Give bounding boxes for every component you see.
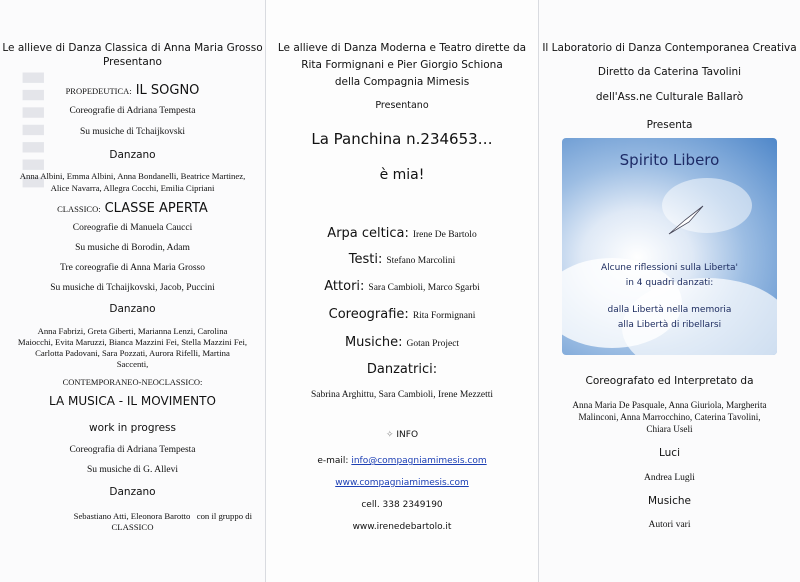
p1-dancers2-l4: Saccenti, bbox=[116, 359, 149, 369]
credit-label: Arpa celtica: bbox=[327, 226, 409, 241]
spirito-libero-title: Spirito Libero bbox=[619, 151, 720, 169]
p1-dancers1-l2: Alice Navarra, Allegra Cocchi, Emilia Cipriani bbox=[50, 183, 215, 193]
p1-s1-line1: Coreografie di Adriana Tempesta bbox=[69, 106, 196, 116]
p1-intro-line2: Presentano bbox=[103, 56, 162, 68]
luci-name: Andrea Lugli bbox=[644, 473, 695, 483]
p2-intro-line2: Rita Formignani e Pier Giorgio Schiona bbox=[301, 59, 503, 71]
musiche-label: Musiche bbox=[648, 495, 691, 507]
p3-desc4: alla Libertà di ribellarsi bbox=[617, 320, 722, 330]
panel-classical bbox=[0, 0, 265, 582]
website2-link[interactable]: www.irenedebartolo.it bbox=[352, 522, 452, 532]
p1-section2-heading bbox=[0, 199, 265, 217]
credit-label: Attori: bbox=[324, 279, 365, 294]
show-through-shadow: ▮▮▮▮▮▮▮ bbox=[19, 70, 52, 192]
email-label: e-mail: bbox=[317, 456, 349, 466]
p1-section1-heading bbox=[0, 81, 265, 99]
info-label: INFO bbox=[396, 430, 419, 440]
credit-row-music bbox=[266, 333, 538, 351]
p2-presentano: Presentano bbox=[375, 100, 429, 111]
credit-label: Testi: bbox=[348, 252, 383, 267]
email-row bbox=[266, 456, 538, 466]
section3-label: CONTEMPORANEO-NEOCLASSICO: bbox=[62, 377, 203, 387]
p3-presenta: Presenta bbox=[646, 119, 693, 131]
p3-desc2: in 4 quadri danzati: bbox=[625, 278, 714, 288]
sky-image bbox=[562, 138, 777, 355]
p1-dancers3-l2: CLASSICO bbox=[111, 522, 154, 532]
section1-title: IL SOGNO bbox=[135, 83, 200, 98]
section2-title: CLASSE APERTA bbox=[104, 201, 208, 216]
credit-value: Stefano Marcolini bbox=[386, 256, 456, 266]
panel-modern-dance bbox=[266, 0, 538, 582]
p3-credit-head: Coreografato ed Interpretato da bbox=[585, 375, 754, 387]
p1-dancers2-l3: Carlotta Padovani, Sara Pozzati, Aurora Rifelli, Martina bbox=[35, 348, 230, 358]
p3-intro-line1: Il Laboratorio di Danza Contemporanea Creativa bbox=[542, 42, 797, 54]
p1-danzano-3: Danzano bbox=[109, 486, 156, 498]
show-title: La Panchina n.234653… bbox=[311, 130, 493, 148]
p1-dancers2-l2: Maiocchi, Evita Maruzzi, Bianca Mazzini Fei, Stella Mazzini Fei, bbox=[17, 337, 248, 347]
p1-s2-line1: Coreografie di Manuela Caucci bbox=[72, 223, 193, 233]
p1-dancers2-l1: Anna Fabrizi, Greta Giberti, Marianna Lenzi, Carolina bbox=[37, 326, 228, 336]
info-heading bbox=[266, 430, 538, 440]
section3-title: LA MUSICA - IL MOVIMENTO bbox=[49, 394, 216, 408]
p1-danzano-2: Danzano bbox=[109, 303, 156, 315]
phone-number: cell. 338 2349190 bbox=[361, 500, 443, 510]
p1-intro-line1: Le allieve di Danza Classica di Anna Maria Grosso bbox=[2, 42, 263, 54]
p2-intro-line1: Le allieve di Danza Moderna e Teatro dirette da bbox=[277, 42, 527, 54]
danzatrici-label: Danzatrici: bbox=[366, 362, 438, 377]
p1-s3-line2: Su musiche di G. Allevi bbox=[86, 465, 179, 475]
credit-label: Musiche: bbox=[344, 335, 403, 350]
p1-s2-line2: Su musiche di Borodin, Adam bbox=[75, 243, 190, 253]
credit-value: Sara Cambioli, Marco Sgarbi bbox=[368, 283, 480, 293]
p1-s3-line1: Coreografia di Adriana Tempesta bbox=[69, 445, 196, 455]
section3-subtitle: work in progress bbox=[89, 422, 176, 434]
show-subtitle: è mia! bbox=[379, 167, 425, 183]
p1-s2-line3: Tre coreografie di Anna Maria Grosso bbox=[59, 263, 205, 273]
p1-s2-line4: Su musiche di Tchaijkovski, Jacob, Puccini bbox=[50, 283, 215, 293]
info-icon: ✧ bbox=[385, 430, 394, 440]
p2-intro-line3: della Compagnia Mimesis bbox=[334, 76, 470, 88]
p1-danzano-1: Danzano bbox=[109, 149, 156, 161]
email-link[interactable]: info@compagniamimesis.com bbox=[351, 456, 487, 466]
credit-value: Rita Formignani bbox=[412, 311, 476, 321]
website-row bbox=[266, 478, 538, 488]
p3-intro-line2: Diretto da Caterina Tavolini bbox=[597, 66, 742, 78]
p3-names-l2: Malinconi, Anna Marrocchino, Caterina Tavolini, bbox=[578, 412, 761, 422]
credit-value: Irene De Bartolo bbox=[412, 230, 477, 240]
credit-row-harp bbox=[266, 224, 538, 242]
p3-names-l3: Chiara Useli bbox=[646, 424, 693, 434]
p1-s1-line2: Su musiche di Tchaijkovski bbox=[80, 127, 185, 137]
luci-label: Luci bbox=[658, 447, 680, 459]
credit-row-actors bbox=[266, 277, 538, 295]
p1-dancers1-l1: Anna Albini, Emma Albini, Anna Bondanelli, Beatrice Martinez, bbox=[19, 171, 246, 181]
dancers3-left: Sebastiano Atti, Eleonora Barotto bbox=[73, 511, 191, 521]
section1-label: PROPEDEUTICA: bbox=[65, 86, 132, 96]
danzatrici-names: Sabrina Arghittu, Sara Cambioli, Irene Mezzetti bbox=[310, 390, 494, 400]
p3-intro-line3: dell'Ass.ne Culturale Ballarò bbox=[595, 91, 744, 103]
credit-value: Gotan Project bbox=[406, 339, 460, 349]
credit-label: Coreografie: bbox=[328, 307, 409, 322]
p3-names-l1: Anna Maria De Pasquale, Anna Giuriola, Margherita bbox=[572, 400, 767, 410]
credit-row-texts bbox=[266, 250, 538, 268]
section2-label: CLASSICO: bbox=[57, 204, 101, 214]
p3-desc3: dalla Libertà nella memoria bbox=[607, 305, 732, 315]
p3-desc1: Alcune riflessioni sulla Liberta' bbox=[600, 263, 739, 273]
seagull-icon bbox=[667, 200, 707, 240]
credit-row-choreo bbox=[266, 305, 538, 323]
panel-contemporary bbox=[539, 0, 800, 582]
dancers3-right: con il gruppo di bbox=[196, 511, 252, 521]
website-link[interactable]: www.compagniamimesis.com bbox=[335, 478, 469, 488]
musiche-value: Autori vari bbox=[648, 520, 691, 530]
